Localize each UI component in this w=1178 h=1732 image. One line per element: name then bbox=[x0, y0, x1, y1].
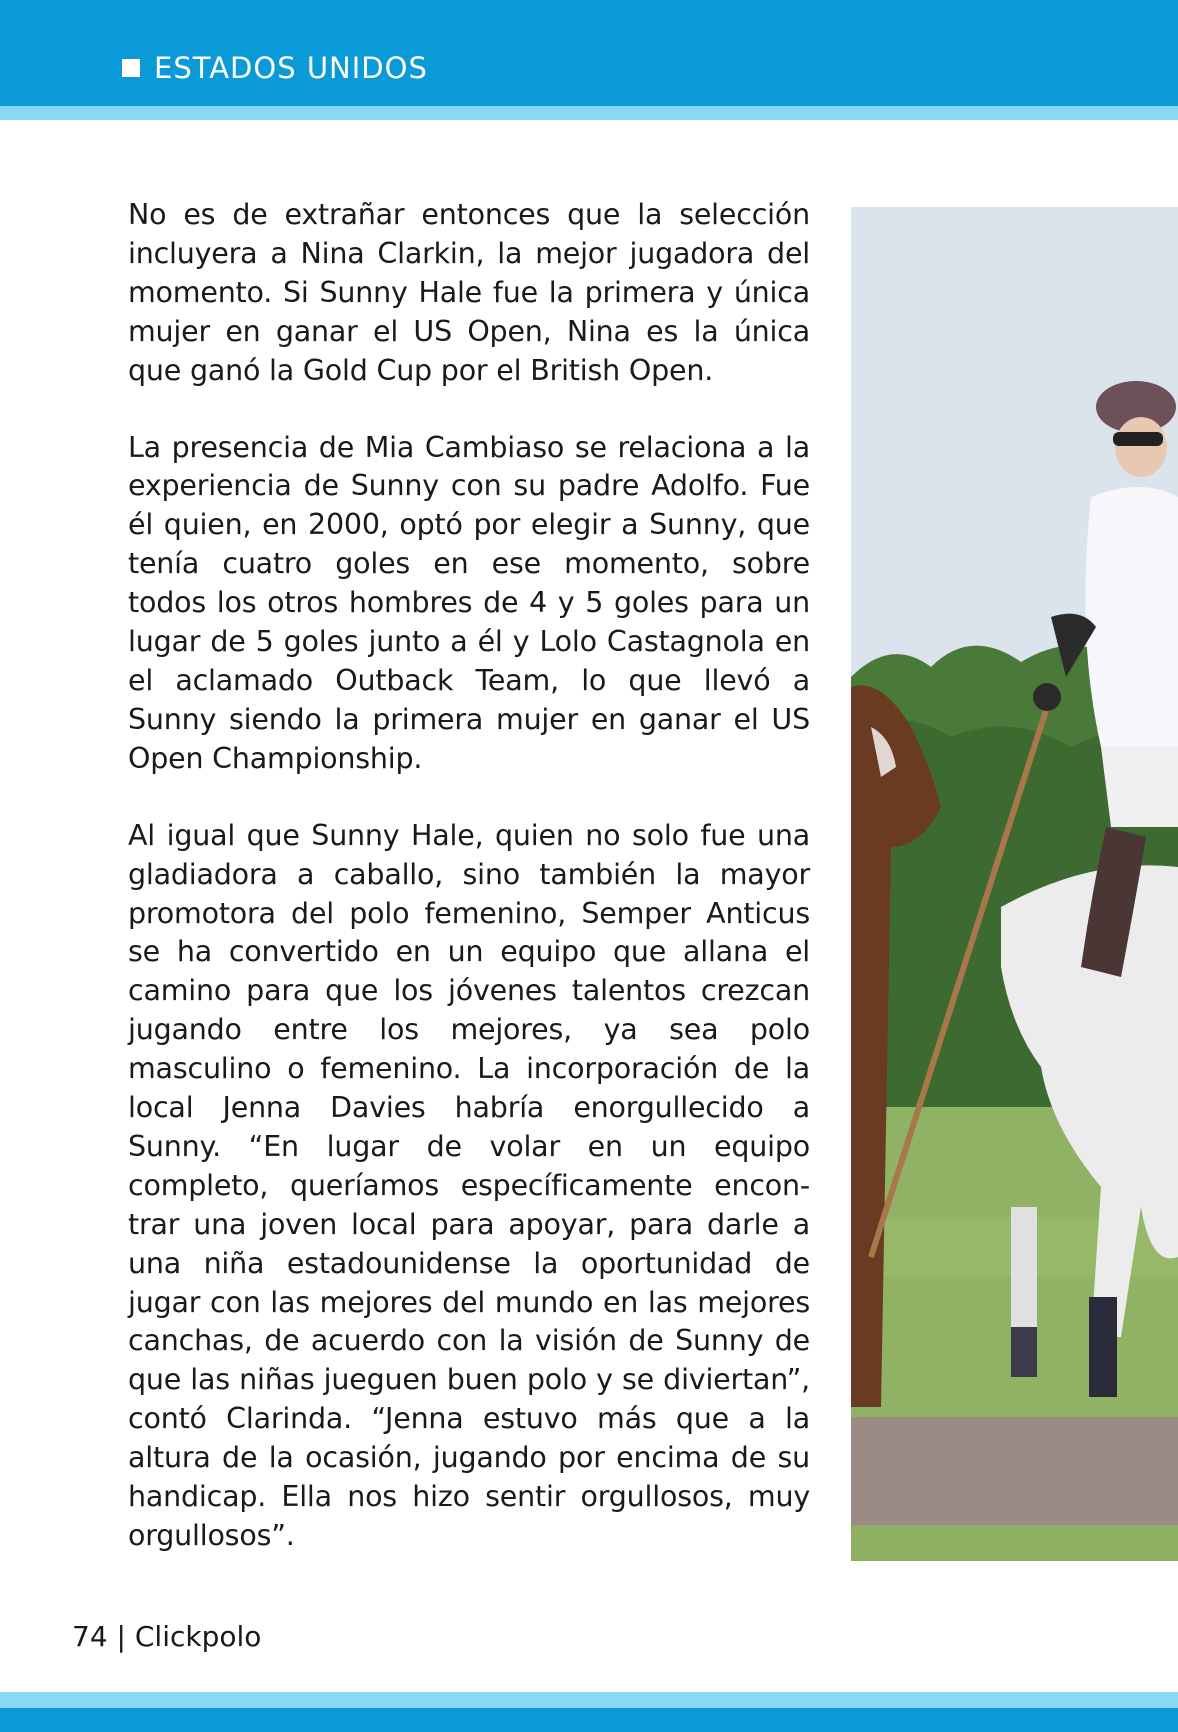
article-body bbox=[128, 196, 810, 1594]
polo-photo-illustration bbox=[851, 207, 1178, 1561]
footer-band bbox=[0, 1708, 1178, 1732]
section-title bbox=[122, 46, 428, 90]
article-paragraph: No es de extrañar entonces que la selección incluyera a Nina Clarkin, la mejor jugadora del momento. Si Sunny Hale fue la primera y única mujer en ganar el US Open, Nina es la única que ganó la Gold Cup por el British Open. bbox=[128, 198, 810, 387]
square-bullet-icon bbox=[122, 59, 140, 77]
article-paragraph: Al igual que Sunny Hale, quien no solo fue una gladiadora a caballo, sino también la mayor promotora del polo femenino, Semper Anticus se ha convertido en un equipo que allana el camino para que los jóvenes talentos crezcan jugando entre los mejores, ya sea polo masculino o femenino. La incorporación de la local Jenna Davies habría enorgullecido a Sunny. “En lugar de volar en un equipo completo, queríamos específicamente encon-trar una joven local para apoyar, para darle a una niña estadounidense la oportunidad de jugar con las mejores del mundo en las mejores canchas, de acuerdo con la visión de Sunny de que las niñas jueguen buen polo y se diviertan”, contó Clarinda. “Jenna estuvo más que a la altura de la ocasión, jugando por encima de su handicap. Ella nos hizo sentir orgullosos, muy orgullosos”. bbox=[128, 818, 810, 1552]
section-title-text: ESTADOS UNIDOS bbox=[154, 51, 428, 85]
footer-stripe bbox=[0, 1692, 1178, 1708]
article-paragraph: La presencia de Mia Cambiaso se relaciona a la experiencia de Sunny con su padre Adolfo. Fue él quien, en 2000, optó por elegir a Sunny, que tenía cuatro goles en ese momento, sobre todos los otros hombres de 4 y 5 goles para un lugar de 5 goles junto a él y Lolo Castagnola en el aclamado Outback Team, lo que llevó a Sunny siendo la primera mujer en ganar el US Open Championship. bbox=[128, 430, 810, 775]
polo-player-photo bbox=[851, 207, 1178, 1561]
header-stripe bbox=[0, 106, 1178, 120]
page-footer-label: 74 | Clickpolo bbox=[72, 1620, 262, 1653]
